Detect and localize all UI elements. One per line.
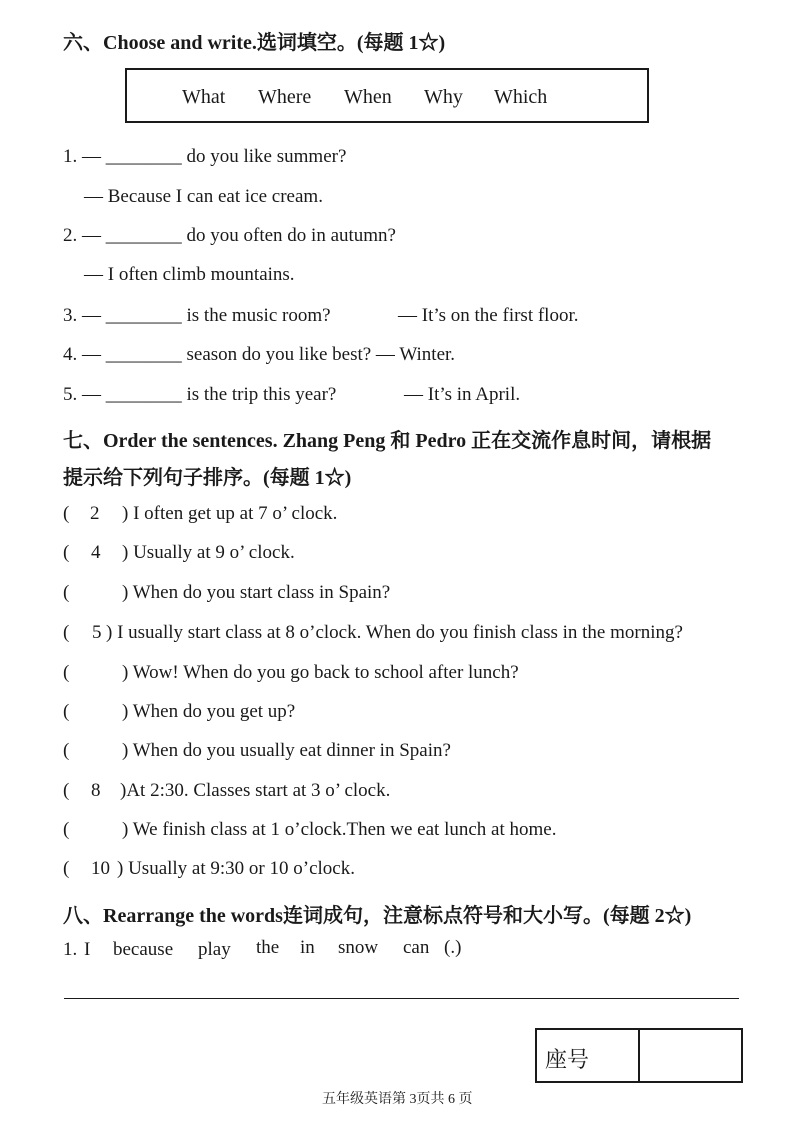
order-number: 10	[91, 858, 110, 879]
section-6-title: 六、Choose and write.选词填空。(每题 1☆)	[63, 32, 446, 54]
order-sentence: ) When do you get up?	[122, 701, 296, 722]
section-7-title: 七、Order the sentences. Zhang Peng 和 Pedro 正在交流作息时间，请根据	[63, 430, 712, 452]
seat-box-divider	[638, 1030, 640, 1081]
question-3: 3. — ________ is the music room?	[63, 305, 331, 326]
order-sentence: ) Usually at 9:30 or 10 o’clock.	[117, 858, 355, 879]
word-bank-item: Which	[494, 86, 548, 108]
answer-write-line[interactable]	[64, 998, 739, 999]
word-bank-item: Where	[258, 86, 312, 108]
order-item: (	[63, 582, 70, 603]
order-item: (	[63, 662, 70, 683]
rearrange-word: snow	[338, 937, 379, 958]
rearrange-word: the	[256, 937, 280, 958]
order-item: (	[63, 542, 70, 563]
rearrange-word: in	[300, 937, 315, 958]
section-7-title-cont: 提示给下列句子排序。(每题 1☆)	[63, 467, 352, 489]
rearrange-word: I	[84, 939, 91, 960]
rearrange-number: 1.	[63, 939, 78, 960]
section-8-title: 八、Rearrange the words连词成句，注意标点符号和大小写。(每题 2☆)	[63, 905, 692, 927]
word-bank-box	[125, 68, 649, 123]
order-sentence: )At 2:30. Classes start at 3 o’ clock.	[120, 780, 391, 801]
rearrange-word: play	[198, 939, 231, 960]
order-number: 5	[92, 622, 102, 643]
order-item: (	[63, 701, 70, 722]
seat-number-box	[535, 1028, 743, 1083]
answer-3: — It’s on the first floor.	[398, 305, 579, 326]
order-sentence: ) Wow! When do you go back to school after lunch?	[122, 662, 519, 683]
order-sentence: ) I often get up at 7 o’ clock.	[122, 503, 338, 524]
rearrange-word: because	[113, 939, 174, 960]
answer-2: — I often climb mountains.	[84, 264, 295, 285]
word-bank-item: What	[182, 86, 226, 108]
order-item: (	[63, 780, 70, 801]
order-item: (	[63, 503, 70, 524]
order-item: (	[63, 819, 70, 840]
word-bank-item: When	[344, 86, 392, 108]
rearrange-word: (.)	[444, 937, 462, 958]
page-footer: 五年级英语第 3页共 6 页	[322, 1092, 473, 1107]
order-number: 2	[90, 503, 100, 524]
answer-1: — Because I can eat ice cream.	[84, 186, 323, 207]
question-4: 4. — ________ season do you like best? — Winter.	[63, 344, 456, 365]
order-sentence: ) Usually at 9 o’ clock.	[122, 542, 295, 563]
order-number: 4	[91, 542, 101, 563]
word-bank-item: Why	[424, 86, 463, 108]
order-item: (	[63, 858, 70, 879]
order-sentence: ) I usually start class at 8 o’clock. When do you finish class in the morning?	[106, 622, 683, 643]
question-2: 2. — ________ do you often do in autumn?	[63, 225, 396, 246]
rearrange-word: can	[403, 937, 430, 958]
question-1: 1. — ________ do you like summer?	[63, 146, 347, 167]
answer-5: — It’s in April.	[404, 384, 521, 405]
order-item: (	[63, 622, 70, 643]
order-number: 8	[91, 780, 101, 801]
seat-number-label: 座号	[545, 1048, 590, 1073]
order-sentence: ) When do you usually eat dinner in Spain?	[122, 740, 451, 761]
order-item: (	[63, 740, 70, 761]
order-sentence: ) We finish class at 1 o’clock.Then we eat lunch at home.	[122, 819, 557, 840]
question-5: 5. — ________ is the trip this year?	[63, 384, 337, 405]
order-sentence: ) When do you start class in Spain?	[122, 582, 391, 603]
